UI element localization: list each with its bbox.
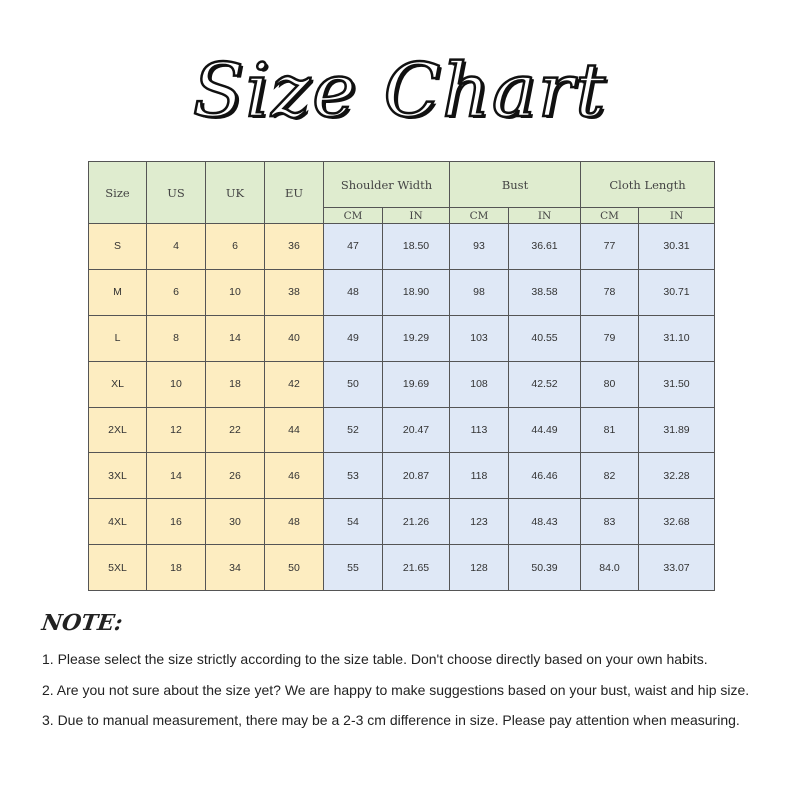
table-cell: 14: [147, 453, 206, 499]
header-size: Size: [89, 162, 147, 224]
table-cell: 98: [450, 269, 509, 315]
table-cell: 31.10: [639, 315, 715, 361]
table-cell: 40: [265, 315, 324, 361]
table-cell: 48.43: [509, 499, 581, 545]
header-uk: UK: [206, 162, 265, 224]
table-cell: 80: [581, 361, 639, 407]
table-cell: 48: [265, 499, 324, 545]
table-row: [89, 361, 715, 407]
table-cell: 3XL: [89, 453, 147, 499]
table-cell: 84.0: [581, 545, 639, 591]
table-cell: 5XL: [89, 545, 147, 591]
note-title: NOTE:: [40, 610, 125, 636]
unit-in: IN: [639, 208, 715, 224]
table-cell: 31.89: [639, 407, 715, 453]
table-cell: 53: [324, 453, 383, 499]
note-line-1: 1. Please select the size strictly according to the size table. Don't choose directly based on your own habits.: [42, 651, 708, 667]
table-cell: 49: [324, 315, 383, 361]
header-eu: EU: [265, 162, 324, 224]
table-cell: 44: [265, 407, 324, 453]
table-cell: 42.52: [509, 361, 581, 407]
table-cell: 18: [206, 361, 265, 407]
table-cell: 14: [206, 315, 265, 361]
table-cell: 16: [147, 499, 206, 545]
table-cell: 93: [450, 224, 509, 270]
table-row: [89, 407, 715, 453]
table-cell: 22: [206, 407, 265, 453]
table-cell: 2XL: [89, 407, 147, 453]
table-cell: 32.28: [639, 453, 715, 499]
table-cell: 40.55: [509, 315, 581, 361]
table-cell: 77: [581, 224, 639, 270]
table-cell: S: [89, 224, 147, 270]
table-cell: 123: [450, 499, 509, 545]
table-cell: 10: [147, 361, 206, 407]
table-cell: 108: [450, 361, 509, 407]
table-cell: 19.69: [383, 361, 450, 407]
table-cell: 12: [147, 407, 206, 453]
table-cell: 34: [206, 545, 265, 591]
table-cell: 82: [581, 453, 639, 499]
note-line-2: 2. Are you not sure about the size yet? We are happy to make suggestions based on your bust, waist and hip size.: [42, 682, 750, 698]
page-title: Size Chart: [192, 48, 608, 134]
table-cell: 50: [265, 545, 324, 591]
table-cell: 6: [147, 269, 206, 315]
table-cell: 36.61: [509, 224, 581, 270]
table-cell: 118: [450, 453, 509, 499]
table-row: [89, 453, 715, 499]
table-cell: 81: [581, 407, 639, 453]
table-cell: 26: [206, 453, 265, 499]
table-row: [89, 545, 715, 591]
unit-in: IN: [509, 208, 581, 224]
table-cell: 55: [324, 545, 383, 591]
header-cloth-length: Cloth Length: [581, 162, 715, 208]
table-cell: 52: [324, 407, 383, 453]
table-row: [89, 499, 715, 545]
table-cell: 113: [450, 407, 509, 453]
table-cell: 30.31: [639, 224, 715, 270]
table-cell: 21.26: [383, 499, 450, 545]
table-cell: 18.50: [383, 224, 450, 270]
table-cell: 79: [581, 315, 639, 361]
table-cell: 83: [581, 499, 639, 545]
table-cell: 21.65: [383, 545, 450, 591]
unit-cm: CM: [581, 208, 639, 224]
table-cell: 50.39: [509, 545, 581, 591]
table-cell: 19.29: [383, 315, 450, 361]
table-cell: XL: [89, 361, 147, 407]
table-cell: 30.71: [639, 269, 715, 315]
table-cell: 44.49: [509, 407, 581, 453]
unit-in: IN: [383, 208, 450, 224]
table-cell: 18: [147, 545, 206, 591]
unit-cm: CM: [450, 208, 509, 224]
table-cell: 31.50: [639, 361, 715, 407]
table-row: [89, 315, 715, 361]
table-cell: M: [89, 269, 147, 315]
table-cell: 10: [206, 269, 265, 315]
table-row: [89, 224, 715, 270]
table-cell: 30: [206, 499, 265, 545]
table-cell: 46: [265, 453, 324, 499]
table-cell: 32.68: [639, 499, 715, 545]
table-cell: 18.90: [383, 269, 450, 315]
table-cell: 42: [265, 361, 324, 407]
table-row: [89, 269, 715, 315]
table-cell: 20.47: [383, 407, 450, 453]
table-cell: 36: [265, 224, 324, 270]
table-cell: 47: [324, 224, 383, 270]
table-cell: L: [89, 315, 147, 361]
table-cell: 4: [147, 224, 206, 270]
header-bust: Bust: [450, 162, 581, 208]
table-cell: 54: [324, 499, 383, 545]
note-line-3: 3. Due to manual measurement, there may be a 2-3 cm difference in size. Please pay attention when measuring.: [42, 712, 740, 728]
table-cell: 128: [450, 545, 509, 591]
unit-cm: CM: [324, 208, 383, 224]
size-table: [88, 161, 715, 591]
table-cell: 38: [265, 269, 324, 315]
header-shoulder-width: Shoulder Width: [324, 162, 450, 208]
table-cell: 4XL: [89, 499, 147, 545]
table-cell: 8: [147, 315, 206, 361]
table-cell: 48: [324, 269, 383, 315]
table-cell: 78: [581, 269, 639, 315]
table-cell: 33.07: [639, 545, 715, 591]
table-cell: 50: [324, 361, 383, 407]
table-cell: 103: [450, 315, 509, 361]
table-cell: 38.58: [509, 269, 581, 315]
header-us: US: [147, 162, 206, 224]
table-cell: 6: [206, 224, 265, 270]
table-cell: 20.87: [383, 453, 450, 499]
table-cell: 46.46: [509, 453, 581, 499]
